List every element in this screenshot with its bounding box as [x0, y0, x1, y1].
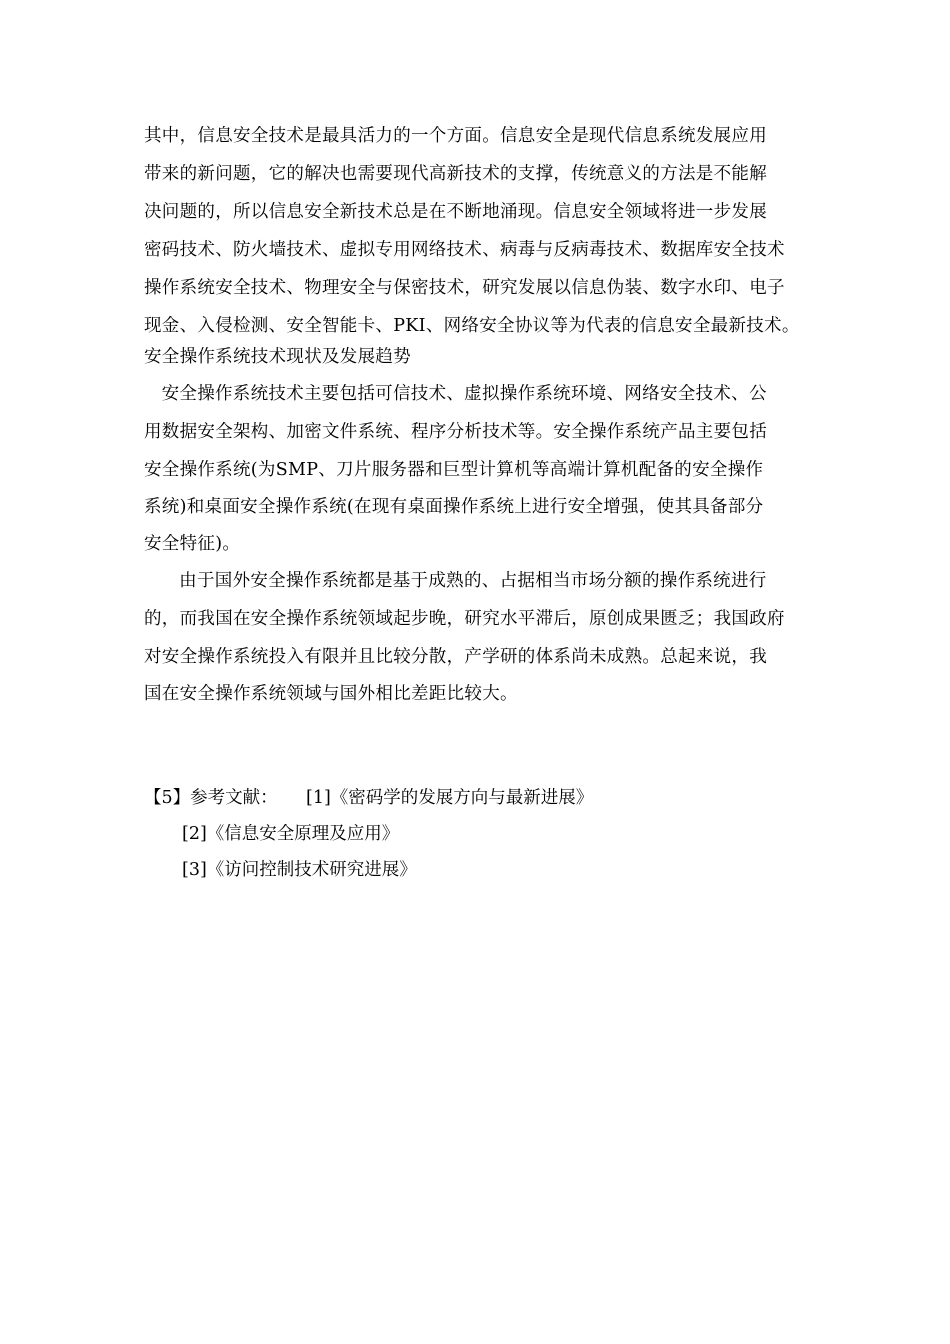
references-label: 【5】参考文献：	[144, 788, 278, 808]
section-heading: 安全操作系统技术现状及发展趋势	[144, 347, 411, 367]
paragraph-1-line-3: 决问题的，所以信息安全新技术总是在不断地涌现。信息安全领域将进一步发展	[144, 202, 767, 222]
paragraph-3-line-1: 由于国外安全操作系统都是基于成熟的、占据相当市场分额的操作系统进行	[144, 571, 767, 591]
paragraph-1-line-5: 操作系统安全技术、物理安全与保密技术，研究发展以信息伪装、数字水印、电子	[144, 278, 785, 298]
reference-item: [3]《访问控制技术研究进展》	[182, 860, 417, 880]
paragraph-2-line-3: 安全操作系统(为SMP、刀片服务器和巨型计算机等高端计算机配备的安全操作	[144, 460, 764, 480]
paragraph-2-line-1: 安全操作系统技术主要包括可信技术、虚拟操作系统环境、网络安全技术、公	[144, 384, 767, 404]
paragraph-2-line-4: 系统)和桌面安全操作系统(在现有桌面操作系统上进行安全增强，使其具备部分	[144, 497, 764, 517]
paragraph-1-line-6: 现金、入侵检测、安全智能卡、PKI、网络安全协议等为代表的信息安全最新技术。	[144, 316, 800, 336]
paragraph-2-line-2: 用数据安全架构、加密文件系统、程序分析技术等。安全操作系统产品主要包括	[144, 422, 767, 442]
paragraph-3-line-2: 的，而我国在安全操作系统领域起步晚，研究水平滞后，原创成果匮乏；我国政府	[144, 609, 785, 629]
paragraph-3-line-3: 对安全操作系统投入有限并且比较分散，产学研的体系尚未成熟。总起来说，我	[144, 647, 767, 667]
reference-item: [1]《密码学的发展方向与最新进展》	[306, 788, 594, 808]
reference-item: [2]《信息安全原理及应用》	[182, 824, 400, 844]
paragraph-1-line-2: 带来的新问题，它的解决也需要现代高新技术的支撑，传统意义的方法是不能解	[144, 164, 767, 184]
paragraph-2-line-5: 安全特征)。	[144, 534, 241, 554]
paragraph-1-line-4: 密码技术、防火墙技术、虚拟专用网络技术、病毒与反病毒技术、数据库安全技术	[144, 240, 785, 260]
paragraph-1-line-1: 其中，信息安全技术是最具活力的一个方面。信息安全是现代信息系统发展应用	[144, 126, 767, 146]
paragraph-3-line-4: 国在安全操作系统领域与国外相比差距比较大。	[144, 684, 518, 704]
